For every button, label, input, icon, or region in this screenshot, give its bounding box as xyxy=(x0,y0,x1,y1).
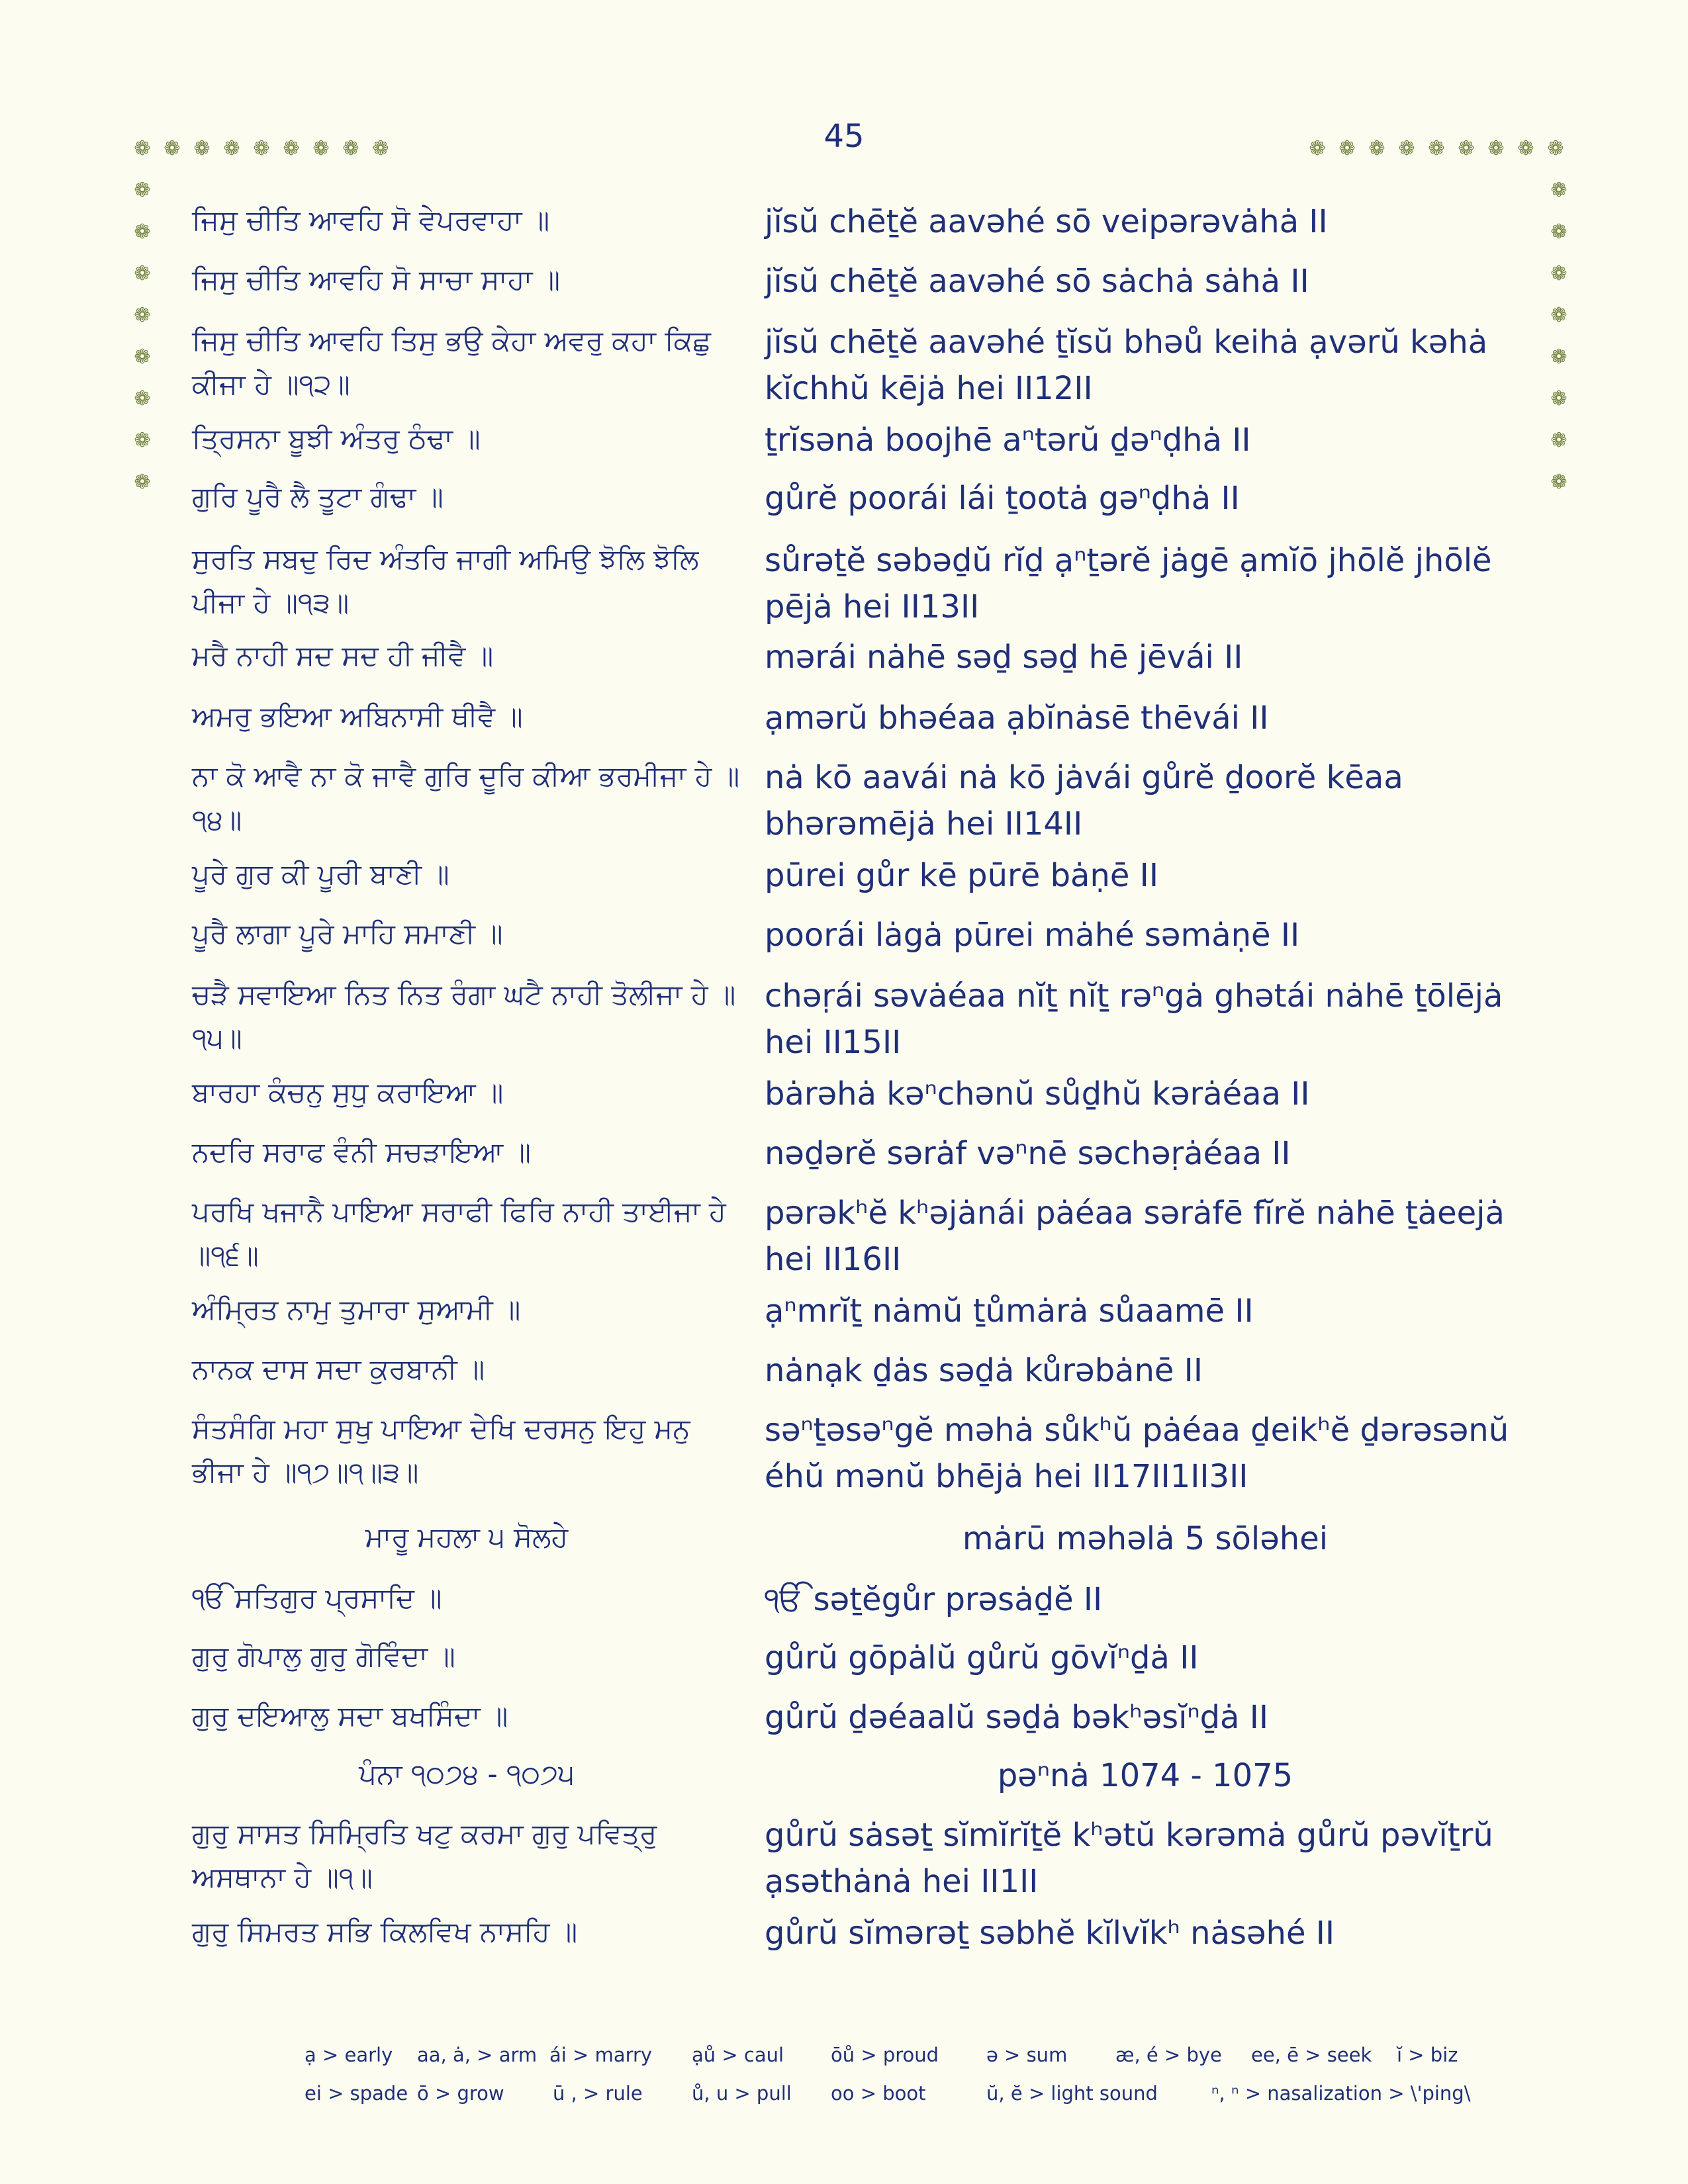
gurmukhi-text: ਜਿਸੁ ਚੀਤਿ ਆਵਹਿ ਤਿਸੁ ਭਉ ਕੇਹਾ ਅਵਰੁ ਕਹਾ ਕਿਛੁ ਕੀਜਾ ਹੇ ॥੧੨॥ xyxy=(192,324,711,400)
transliteration-text: poorái lȧgȧ pūrei mȧhé səmȧṇē II xyxy=(765,917,1300,954)
gurmukhi-text: ਗੁਰੁ ਸਿਮਰਤ ਸਭਿ ਕਿਲਵਿਖ ਨਾਸਹਿ ॥ xyxy=(192,1915,578,1948)
flower-icon: ❁ xyxy=(1398,137,1415,160)
gurmukhi-text: ਜਿਸੁ ਚੀਤਿ ਆਵਹਿ ਸੋ ਵੇਪਰਵਾਹਾ ॥ xyxy=(192,204,550,236)
gurmukhi-text: ਨਾਨਕ ਦਾਸ ਸਦਾ ਕੁਰਬਾਨੀ ॥ xyxy=(192,1353,485,1385)
flower-icon: ❁ xyxy=(253,137,270,160)
flower-icon: ❁ xyxy=(134,387,151,410)
transliteration-text: gůrŭ sĭmərəṯ səbhĕ kĭlvĭkʰ nȧsəhé II xyxy=(765,1915,1335,1952)
flower-icon: ❁ xyxy=(1338,137,1356,160)
gurmukhi-text: ੴ ਸਤਿਗੁਰ ਪ੍ਰਸਾਦਿ ॥ xyxy=(192,1582,442,1614)
flower-icon: ❁ xyxy=(164,137,181,160)
gurmukhi-text: ਸੰਤਸੰਗਿ ਮਹਾ ਸੁਖੁ ਪਾਇਆ ਦੇਖਿ ਦਰਸਨੁ ਇਹੁ ਮਨੁ ਭੀਜਾ ਹੇ ॥੧੭॥੧॥੩॥ xyxy=(192,1412,690,1488)
legend-item: ái > marry xyxy=(549,2044,653,2066)
gurmukhi-text: ਪੰਨਾ ੧੦੭੪ - ੧੦੭੫ xyxy=(359,1758,575,1790)
legend-item: ŭ, ĕ > light sound xyxy=(986,2082,1158,2105)
flower-icon: ❁ xyxy=(1550,304,1568,327)
flower-icon: ❁ xyxy=(1547,137,1564,160)
legend-item: oo > boot xyxy=(831,2082,926,2105)
legend-item: ⁿ, ⁿ > nasalization > \'ping\ xyxy=(1211,2082,1471,2105)
gurmukhi-text: ਪੂਰੇ ਗੁਰ ਕੀ ਪੂਰੀ ਬਾਣੀ ॥ xyxy=(192,858,449,890)
gurmukhi-text: ਅਮਰੁ ਭਇਆ ਅਬਿਨਾਸੀ ਥੀਵੈ ॥ xyxy=(192,700,523,733)
flower-icon: ❁ xyxy=(1550,471,1568,494)
gurmukhi-text: ਚੜੈ ਸਵਾਇਆ ਨਿਤ ਨਿਤ ਰੰਗਾ ਘਟੈ ਨਾਹੀ ਤੋਲੀਜਾ ਹੇ ॥੧੫॥ xyxy=(192,978,736,1054)
transliteration-text: səⁿṯəsəⁿgĕ məhȧ sůkʰŭ pȧéaa ḏeikʰĕ ḏərəsənŭ éhŭ mənŭ bhējȧ hei II17II1II3II xyxy=(765,1412,1509,1495)
transliteration-text: jĭsŭ chēṯĕ aavəhé ṯĭsŭ bhəů keihȧ ạvərŭ kəhȧ kĭchhŭ kējȧ hei II12II xyxy=(765,324,1488,407)
transliteration-text: gůrŭ sȧsəṯ sĭmĭrĭṯĕ kʰətŭ kərəmȧ gůrŭ pəvĭṯrŭ ạsəthȧnȧ hei II1II xyxy=(765,1817,1493,1900)
transliteration-text: pəⁿnȧ 1074 - 1075 xyxy=(997,1757,1293,1794)
flower-icon: ❁ xyxy=(1428,137,1445,160)
transliteration-text: nəḏərĕ sərȧf vəⁿnē səchəṛȧéaa II xyxy=(765,1135,1291,1172)
page-number: 45 xyxy=(823,118,865,155)
legend-item: ōů > proud xyxy=(831,2044,939,2066)
flower-icon: ❁ xyxy=(134,137,151,160)
transliteration-text: ạⁿmrĭṯ nȧmŭ ṯůmȧrȧ sůaamē II xyxy=(765,1293,1254,1330)
flower-icon: ❁ xyxy=(134,471,151,494)
gurmukhi-text: ਬਾਰਹਾ ਕੰਚਨੁ ਸੁਧੁ ਕਰਾਇਆ ॥ xyxy=(192,1076,504,1109)
flower-icon: ❁ xyxy=(1550,220,1568,244)
gurmukhi-text: ਤ੍ਰਿਸਨਾ ਬੂਝੀ ਅੰਤਰੁ ਠੰਢਾ ॥ xyxy=(192,422,481,455)
gurmukhi-text: ਪੂਰੈ ਲਾਗਾ ਪੂਰੇ ਮਾਹਿ ਸਮਾਣੀ ॥ xyxy=(192,917,503,950)
flower-icon: ❁ xyxy=(1517,137,1534,160)
legend-item: ạ > early xyxy=(305,2044,393,2066)
transliteration-text: mȧrū məhəlȧ 5 sōləhei xyxy=(962,1520,1329,1557)
flower-icon: ❁ xyxy=(1550,387,1568,410)
flower-icon: ❁ xyxy=(1550,345,1568,369)
gurmukhi-text: ਗੁਰੁ ਦਇਆਲੁ ਸਦਾ ਬਖਸਿੰਦਾ ॥ xyxy=(192,1700,508,1732)
transliteration-text: bȧrəhȧ kəⁿchənŭ sůḏhŭ kərȧéaa II xyxy=(765,1075,1310,1113)
legend-item: æ, é > bye xyxy=(1115,2044,1222,2066)
gurmukhi-text: ਨਾ ਕੋ ਆਵੈ ਨਾ ਕੋ ਜਾਵੈ ਗੁਰਿ ਦੂਰਿ ਕੀਆ ਭਰਮੀਜਾ ਹੇ ॥੧੪॥ xyxy=(192,760,740,836)
flower-icon: ❁ xyxy=(1550,429,1568,452)
flower-icon: ❁ xyxy=(1368,137,1385,160)
legend-item: ō > grow xyxy=(417,2082,504,2105)
gurmukhi-text: ਨਦਰਿ ਸਰਾਫ ਵੰਨੀ ਸਚੜਾਇਆ ॥ xyxy=(192,1136,531,1168)
legend-item: ạů > caul xyxy=(692,2044,784,2066)
gurmukhi-text: ਅੰਮ੍ਰਿਤ ਨਾਮੁ ਤੁਮਾਰਾ ਸੁਆਮੀ ॥ xyxy=(192,1293,521,1326)
gurmukhi-text: ਪਰਖਿ ਖਜਾਨੈ ਪਾਇਆ ਸਰਾਫੀ ਫਿਰਿ ਨਾਹੀ ਤਾਈਜਾ ਹੇ ॥੧੬॥ xyxy=(192,1195,726,1271)
flower-icon: ❁ xyxy=(1487,137,1505,160)
flower-icon: ❁ xyxy=(134,429,151,452)
flower-icon: ❁ xyxy=(1309,137,1326,160)
transliteration-text: sůrəṯĕ səbəḏŭ rĭḏ ạⁿṯərĕ jȧgē ạmĭō jhōlĕ jhōlĕ pējȧ hei II13II xyxy=(765,542,1492,625)
legend-item: ū , > rule xyxy=(553,2082,643,2105)
flower-icon: ❁ xyxy=(312,137,330,160)
legend-item: ĭ > biz xyxy=(1397,2044,1458,2066)
transliteration-text: ੴ səṯĕgůr prəsȧḏĕ II xyxy=(765,1581,1103,1618)
gurmukhi-text: ਗੁਰਿ ਪੂਰੈ ਲੈ ਤੂਟਾ ਗੰਢਾ ॥ xyxy=(192,480,444,513)
flower-icon: ❁ xyxy=(134,345,151,369)
gurmukhi-text: ਮਾਰੂ ਮਹਲਾ ੫ ਸੋਲਹੇ xyxy=(365,1521,569,1553)
transliteration-text: mərái nȧhē səḏ səḏ hē jēvái II xyxy=(765,639,1243,676)
legend-item: ə > sum xyxy=(986,2044,1068,2066)
gurmukhi-text: ਗੁਰੁ ਗੋਪਾਲੁ ਗੁਰੁ ਗੋਵਿੰਦਾ ॥ xyxy=(192,1640,455,1672)
legend-item: ee, ē > seek xyxy=(1251,2044,1372,2066)
flower-icon: ❁ xyxy=(342,137,359,160)
flower-icon: ❁ xyxy=(134,262,151,285)
transliteration-text: gůrĕ poorái lái ṯootȧ gəⁿḍhȧ II xyxy=(765,480,1240,517)
transliteration-text: pūrei gůr kē pūrē bȧṇē II xyxy=(765,857,1158,894)
gurmukhi-text: ਜਿਸੁ ਚੀਤਿ ਆਵਹਿ ਸੋ ਸਾਚਾ ਸਾਹਾ ॥ xyxy=(192,263,561,296)
flower-icon: ❁ xyxy=(134,179,151,202)
transliteration-text: pərəkʰĕ kʰəjȧnái pȧéaa sərȧfē fĭrĕ nȧhē ṯȧeejȧ hei II16II xyxy=(765,1195,1505,1278)
transliteration-text: jĭsŭ chēṯĕ aavəhé sō veipərəvȧhȧ II xyxy=(765,203,1328,240)
transliteration-text: gůrŭ ḏəéaalŭ səḏȧ bəkʰəsĭⁿḏȧ II xyxy=(765,1699,1269,1736)
legend-item: ů, u > pull xyxy=(692,2082,792,2105)
transliteration-text: chəṛái səvȧéaa nĭṯ nĭṯ rəⁿgȧ ghətái nȧhē ṯōlējȧ hei II15II xyxy=(765,978,1503,1061)
gurmukhi-text: ਮਰੈ ਨਾਹੀ ਸਦ ਸਦ ਹੀ ਜੀਵੈ ॥ xyxy=(192,639,494,672)
flower-icon: ❁ xyxy=(1458,137,1475,160)
flower-icon: ❁ xyxy=(193,137,211,160)
transliteration-text: ạmərŭ bhəéaa ạbĭnȧsē thēvái II xyxy=(765,700,1269,737)
legend-item: ei > spade xyxy=(305,2082,408,2105)
flower-icon: ❁ xyxy=(223,137,240,160)
transliteration-text: jĭsŭ chēṯĕ aavəhé sō sȧchȧ sȧhȧ II xyxy=(765,263,1309,300)
transliteration-text: nȧ kō aavái nȧ kō jȧvái gůrĕ ḏoorĕ kēaa bhərəmējȧ hei II14II xyxy=(765,759,1403,842)
transliteration-text: ṯrĭsənȧ boojhē aⁿtərŭ ḏəⁿḍhȧ II xyxy=(765,422,1251,459)
flower-icon: ❁ xyxy=(134,220,151,244)
transliteration-text: nȧnạk ḏȧs səḏȧ kůrəbȧnē II xyxy=(765,1352,1203,1389)
flower-icon: ❁ xyxy=(134,304,151,327)
transliteration-text: gůrŭ gōpȧlŭ gůrŭ gōvĭⁿḏȧ II xyxy=(765,1639,1199,1676)
flower-icon: ❁ xyxy=(283,137,300,160)
legend-item: aa, ȧ, > arm xyxy=(417,2044,538,2066)
flower-icon: ❁ xyxy=(1550,262,1568,285)
flower-icon: ❁ xyxy=(372,137,389,160)
flower-icon: ❁ xyxy=(1550,179,1568,202)
gurmukhi-text: ਸੁਰਤਿ ਸਬਦੁ ਰਿਦ ਅੰਤਰਿ ਜਾਗੀ ਅਮਿਉ ਝੋਲਿ ਝੋਲਿ ਪੀਜਾ ਹੇ ॥੧੩॥ xyxy=(192,543,699,619)
gurmukhi-text: ਗੁਰੁ ਸਾਸਤ ਸਿਮ੍ਰਿਤਿ ਖਟੁ ਕਰਮਾ ਗੁਰੁ ਪਵਿਤ੍ਰੁ ਅਸਥਾਨਾ ਹੇ ॥੧॥ xyxy=(192,1817,657,1893)
